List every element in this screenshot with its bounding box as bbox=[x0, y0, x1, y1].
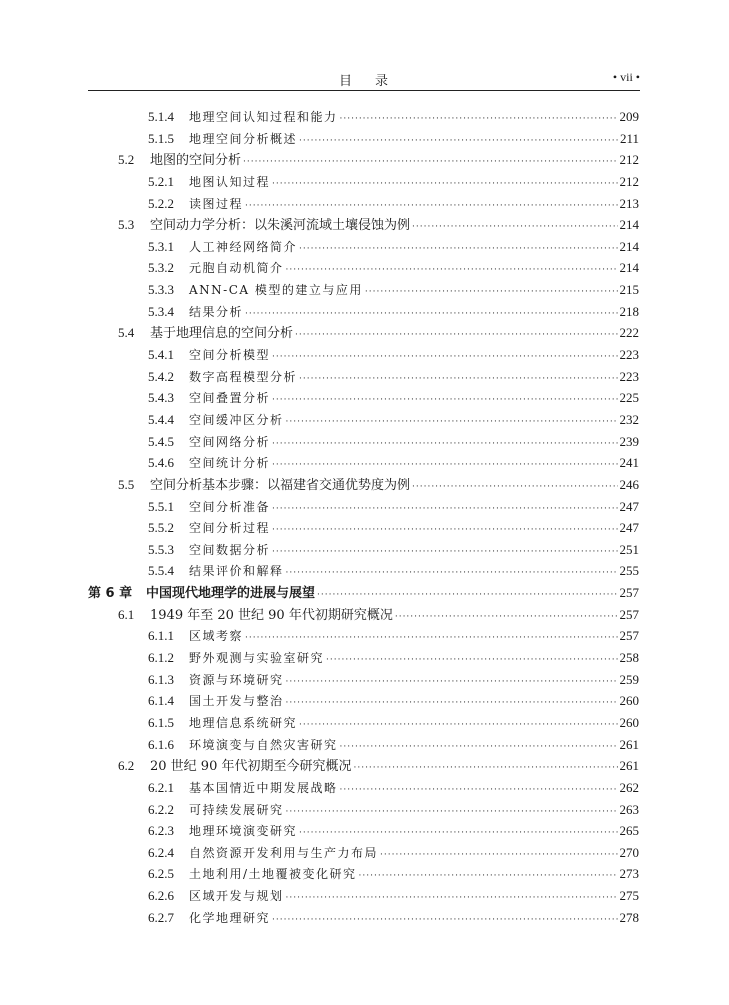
toc-entry[interactable] bbox=[88, 777, 639, 799]
toc-entry-number: 5.4.5 bbox=[148, 433, 174, 449]
toc-entry-title: 人工神经网络简介 bbox=[189, 239, 298, 254]
toc-entry-number: 5.4.2 bbox=[148, 368, 174, 384]
toc-entry-page: 247 bbox=[619, 520, 639, 536]
toc-entry[interactable] bbox=[88, 820, 639, 842]
toc-leader-dots bbox=[272, 910, 617, 932]
toc-entry-title: 空间数据分析 bbox=[189, 542, 271, 557]
toc-leader-dots bbox=[272, 347, 617, 369]
toc-leader-dots bbox=[286, 260, 618, 282]
toc-entry-number: 6.1.3 bbox=[148, 671, 174, 687]
toc-entry-number: 5.2.2 bbox=[148, 195, 174, 211]
toc-entry[interactable] bbox=[88, 474, 639, 496]
toc-entry-page: 214 bbox=[619, 217, 639, 233]
page-title bbox=[88, 70, 640, 89]
toc-entry-number: 5.5.2 bbox=[148, 520, 174, 536]
toc-leader-dots bbox=[340, 109, 618, 131]
toc-entry-number: 5.5.3 bbox=[148, 541, 174, 557]
toc-entry-number: 5.2 bbox=[118, 152, 135, 168]
toc-entry[interactable] bbox=[88, 322, 639, 344]
toc-entry[interactable] bbox=[88, 734, 639, 756]
toc-entry-number: 6.2.7 bbox=[148, 909, 174, 925]
toc-entry-title: 地图的空间分析 bbox=[150, 153, 242, 169]
toc-leader-dots bbox=[412, 477, 617, 499]
toc-entry-title: 空间分析基本步骤：以福建省交通优势度为例 bbox=[150, 477, 411, 493]
toc-leader-dots bbox=[272, 455, 617, 477]
toc-entry-number: 5.3.2 bbox=[148, 260, 174, 276]
toc-entry-title: 地理环境演变研究 bbox=[189, 824, 298, 839]
toc-entry-title: 基于地理信息的空间分析 bbox=[150, 326, 294, 342]
toc-entry-title: 地理空间认知过程和能力 bbox=[189, 110, 338, 124]
toc-entry[interactable] bbox=[88, 366, 639, 388]
toc-entry-number: 5.5 bbox=[118, 476, 135, 492]
toc-leader-dots bbox=[272, 520, 617, 542]
toc-entry[interactable] bbox=[88, 171, 639, 193]
toc-leader-dots bbox=[317, 585, 617, 607]
toc-entry-page: 257 bbox=[619, 585, 639, 601]
toc-entry[interactable] bbox=[88, 842, 639, 864]
toc-entry-page: 257 bbox=[619, 628, 639, 644]
toc-entry-page: 261 bbox=[619, 736, 639, 752]
toc-entry[interactable] bbox=[88, 517, 639, 539]
toc-leader-dots bbox=[299, 131, 618, 153]
toc-entry-page: 212 bbox=[619, 173, 639, 189]
toc-entry-page: 209 bbox=[619, 109, 639, 124]
toc-leader-dots bbox=[272, 390, 617, 412]
toc-entry-page: 260 bbox=[619, 693, 639, 709]
toc-entry[interactable] bbox=[88, 236, 639, 258]
toc-entry-title: 空间缓冲区分析 bbox=[189, 412, 284, 427]
toc-entry-title: 区域考察 bbox=[189, 629, 244, 644]
toc-entry-number: 5.2.1 bbox=[148, 173, 174, 189]
toc-entry-number: 5.1.4 bbox=[148, 109, 174, 124]
toc-entry-title: 可持续发展研究 bbox=[189, 802, 284, 817]
toc-entry-title: 读图过程 bbox=[189, 196, 244, 211]
toc-entry[interactable] bbox=[88, 625, 639, 647]
toc-entry-title: 地理空间分析概述 bbox=[189, 131, 298, 146]
toc-entry-number: 5.4.1 bbox=[148, 347, 174, 363]
toc-leader-dots bbox=[286, 888, 618, 910]
page-title-part1: 目 bbox=[338, 74, 353, 89]
toc-entry-title: 野外观测与实验室研究 bbox=[189, 651, 325, 666]
toc-entry[interactable] bbox=[88, 582, 639, 604]
toc-entry-number: 6.1.6 bbox=[148, 736, 174, 752]
page-title-part2: 录 bbox=[375, 74, 390, 89]
toc-entry-number: 6.1.1 bbox=[148, 628, 174, 644]
toc-entry-title: 基本国情近中期发展战略 bbox=[189, 780, 338, 795]
toc-entry[interactable] bbox=[88, 669, 639, 691]
toc-entry-title: 20 世纪 90 年代初期至今研究概况 bbox=[150, 759, 352, 775]
toc-entry[interactable] bbox=[88, 301, 639, 323]
toc-entry-number: 5.3.3 bbox=[148, 282, 174, 298]
toc-entry[interactable] bbox=[88, 257, 639, 279]
toc-leader-dots bbox=[412, 217, 617, 239]
toc-entry-page: 218 bbox=[619, 303, 639, 319]
toc-leader-dots bbox=[243, 152, 617, 174]
toc-entry[interactable] bbox=[88, 755, 639, 777]
toc-leader-dots bbox=[286, 672, 618, 694]
toc-leader-dots bbox=[245, 628, 617, 650]
toc-entry[interactable] bbox=[88, 193, 639, 215]
toc-leader-dots bbox=[365, 282, 618, 304]
toc-leader-dots bbox=[359, 866, 618, 888]
toc-leader-dots bbox=[395, 607, 618, 629]
toc-leader-dots bbox=[353, 758, 617, 780]
toc-entry-title: 数字高程模型分析 bbox=[189, 369, 298, 384]
toc-entry[interactable] bbox=[88, 560, 639, 582]
toc-entry-title: 化学地理研究 bbox=[189, 910, 271, 925]
toc-entry-number: 6.2.1 bbox=[148, 779, 174, 795]
toc-entry-page: 265 bbox=[619, 823, 639, 839]
toc-entry-page: 251 bbox=[619, 541, 639, 557]
toc-entry-number: 5.3.1 bbox=[148, 238, 174, 254]
toc-entry[interactable] bbox=[88, 799, 639, 821]
toc-entry-page: 246 bbox=[619, 476, 639, 492]
toc-entry-title: 空间网络分析 bbox=[189, 434, 271, 449]
toc-entry-title: 地图认知过程 bbox=[189, 174, 271, 189]
toc-entry-title: 空间分析准备 bbox=[189, 499, 271, 514]
toc-entry-number: 6.2.6 bbox=[148, 888, 174, 904]
toc-entry-title: 空间统计分析 bbox=[189, 456, 271, 471]
toc-entry-title: 区域开发与规划 bbox=[189, 889, 284, 904]
toc-leader-dots bbox=[245, 304, 617, 326]
page-header bbox=[88, 70, 640, 91]
toc-entry-page: 257 bbox=[619, 606, 639, 622]
toc-entry-number: 5.4.3 bbox=[148, 390, 174, 406]
toc-entry-page: 261 bbox=[619, 758, 639, 774]
toc-entry[interactable] bbox=[88, 647, 639, 669]
toc-entry-page: 223 bbox=[619, 347, 639, 363]
toc-leader-dots bbox=[340, 780, 618, 802]
toc-entry[interactable] bbox=[88, 409, 639, 431]
toc-entry-number: 6.1.2 bbox=[148, 650, 174, 666]
toc-entry-number: 6.2 bbox=[118, 758, 135, 774]
toc-entry-number: 6.2.4 bbox=[148, 844, 174, 860]
toc-entry[interactable] bbox=[88, 863, 639, 885]
toc-entry-page: 212 bbox=[619, 152, 639, 168]
toc-entry-page: 222 bbox=[619, 325, 639, 341]
toc-entry-page: 270 bbox=[619, 844, 639, 860]
toc-entry-number: 5.4.6 bbox=[148, 455, 174, 471]
toc-entry-title: 中国现代地理学的进展与展望 bbox=[146, 586, 316, 602]
toc-entry-page: 223 bbox=[619, 368, 639, 384]
toc-entry-number: 5.4 bbox=[118, 325, 135, 341]
toc-entry-number: 5.4.4 bbox=[148, 411, 174, 427]
toc-leader-dots bbox=[272, 174, 617, 196]
toc-entry[interactable] bbox=[88, 452, 639, 474]
toc-entry-title: 土地利用/土地覆被变化研究 bbox=[189, 867, 357, 882]
toc-entry-page: 241 bbox=[619, 455, 639, 471]
toc-entry-number: 6.1.5 bbox=[148, 714, 174, 730]
toc-entry-page: 225 bbox=[619, 390, 639, 406]
toc-leader-dots bbox=[272, 542, 617, 564]
toc-entry-title: 元胞自动机简介 bbox=[189, 261, 284, 276]
toc-entry[interactable] bbox=[88, 344, 639, 366]
toc-entry-title: 结果评价和解释 bbox=[189, 564, 284, 579]
table-of-contents bbox=[88, 106, 639, 928]
toc-entry[interactable] bbox=[88, 604, 639, 626]
toc-entry-title: 资源与环境研究 bbox=[189, 672, 284, 687]
toc-entry-page: 259 bbox=[619, 671, 639, 687]
toc-entry-title: ANN-CA 模型的建立与应用 bbox=[189, 283, 363, 298]
toc-entry-title: 空间分析模型 bbox=[189, 348, 271, 363]
toc-entry[interactable] bbox=[88, 149, 639, 171]
toc-entry-page: 258 bbox=[619, 650, 639, 666]
toc-entry-number: 5.5.4 bbox=[148, 563, 174, 579]
toc-entry-page: 260 bbox=[619, 714, 639, 730]
toc-leader-dots bbox=[272, 499, 617, 521]
toc-entry-page: 213 bbox=[619, 195, 639, 211]
toc-entry-page: 214 bbox=[619, 260, 639, 276]
toc-entry-page: 255 bbox=[619, 563, 639, 579]
toc-entry-page: 239 bbox=[619, 433, 639, 449]
toc-entry-title: 环境演变与自然灾害研究 bbox=[189, 737, 338, 752]
toc-entry[interactable] bbox=[88, 907, 639, 929]
toc-entry-page: 273 bbox=[619, 866, 639, 882]
toc-entry-page: 262 bbox=[619, 779, 639, 795]
toc-entry-title: 空间叠置分析 bbox=[189, 391, 271, 406]
toc-entry-title: 空间分析过程 bbox=[189, 521, 271, 536]
toc-entry[interactable] bbox=[88, 214, 639, 236]
toc-entry-title: 结果分析 bbox=[189, 304, 244, 319]
toc-entry-title: 地理信息系统研究 bbox=[189, 715, 298, 730]
toc-entry-title: 空间动力学分析：以朱溪河流域土壤侵蚀为例 bbox=[150, 218, 411, 234]
toc-entry-page: 275 bbox=[619, 888, 639, 904]
toc-entry[interactable] bbox=[88, 690, 639, 712]
toc-entry[interactable] bbox=[88, 106, 639, 128]
toc-entry-page: 214 bbox=[619, 238, 639, 254]
toc-entry-number: 5.3.4 bbox=[148, 303, 174, 319]
toc-entry-number: 6.1 bbox=[118, 606, 135, 622]
toc-leader-dots bbox=[299, 369, 617, 391]
toc-entry-number: 6.2.2 bbox=[148, 801, 174, 817]
toc-entry-number: 第 6 章 bbox=[88, 586, 133, 602]
toc-leader-dots bbox=[326, 650, 617, 672]
toc-entry-page: 232 bbox=[619, 411, 639, 427]
toc-leader-dots bbox=[286, 802, 618, 824]
toc-entry-title: 自然资源开发利用与生产力布局 bbox=[189, 845, 379, 860]
toc-leader-dots bbox=[295, 325, 617, 347]
toc-entry[interactable] bbox=[88, 128, 639, 150]
toc-entry-number: 6.2.3 bbox=[148, 823, 174, 839]
toc-entry[interactable] bbox=[88, 712, 639, 734]
toc-entry-title: 国土开发与整治 bbox=[189, 694, 284, 709]
toc-entry-page: 211 bbox=[619, 130, 639, 146]
toc-entry-number: 6.1.4 bbox=[148, 693, 174, 709]
toc-leader-dots bbox=[299, 239, 617, 261]
toc-entry-number: 6.2.5 bbox=[148, 866, 174, 882]
toc-entry[interactable] bbox=[88, 539, 639, 561]
toc-entry[interactable] bbox=[88, 387, 639, 409]
toc-entry-page: 278 bbox=[619, 909, 639, 925]
toc-entry-page: 215 bbox=[619, 282, 639, 298]
toc-leader-dots bbox=[340, 737, 618, 759]
page-number: • vii • bbox=[612, 70, 640, 84]
toc-entry-number: 5.5.1 bbox=[148, 498, 174, 514]
toc-entry[interactable] bbox=[88, 279, 639, 301]
toc-entry-number: 5.1.5 bbox=[148, 130, 174, 146]
toc-leader-dots bbox=[286, 563, 618, 585]
toc-leader-dots bbox=[286, 412, 618, 434]
toc-entry[interactable] bbox=[88, 431, 639, 453]
toc-entry-page: 247 bbox=[619, 498, 639, 514]
toc-leader-dots bbox=[245, 196, 617, 218]
toc-entry-page: 263 bbox=[619, 801, 639, 817]
toc-leader-dots bbox=[380, 845, 617, 867]
toc-leader-dots bbox=[299, 823, 617, 845]
toc-entry[interactable] bbox=[88, 496, 639, 518]
toc-leader-dots bbox=[299, 715, 617, 737]
toc-entry-number: 5.3 bbox=[118, 217, 135, 233]
toc-leader-dots bbox=[272, 434, 617, 456]
toc-leader-dots bbox=[286, 693, 618, 715]
toc-entry[interactable] bbox=[88, 885, 639, 907]
toc-entry-title: 1949 年至 20 世纪 90 年代初期研究概况 bbox=[150, 607, 393, 623]
